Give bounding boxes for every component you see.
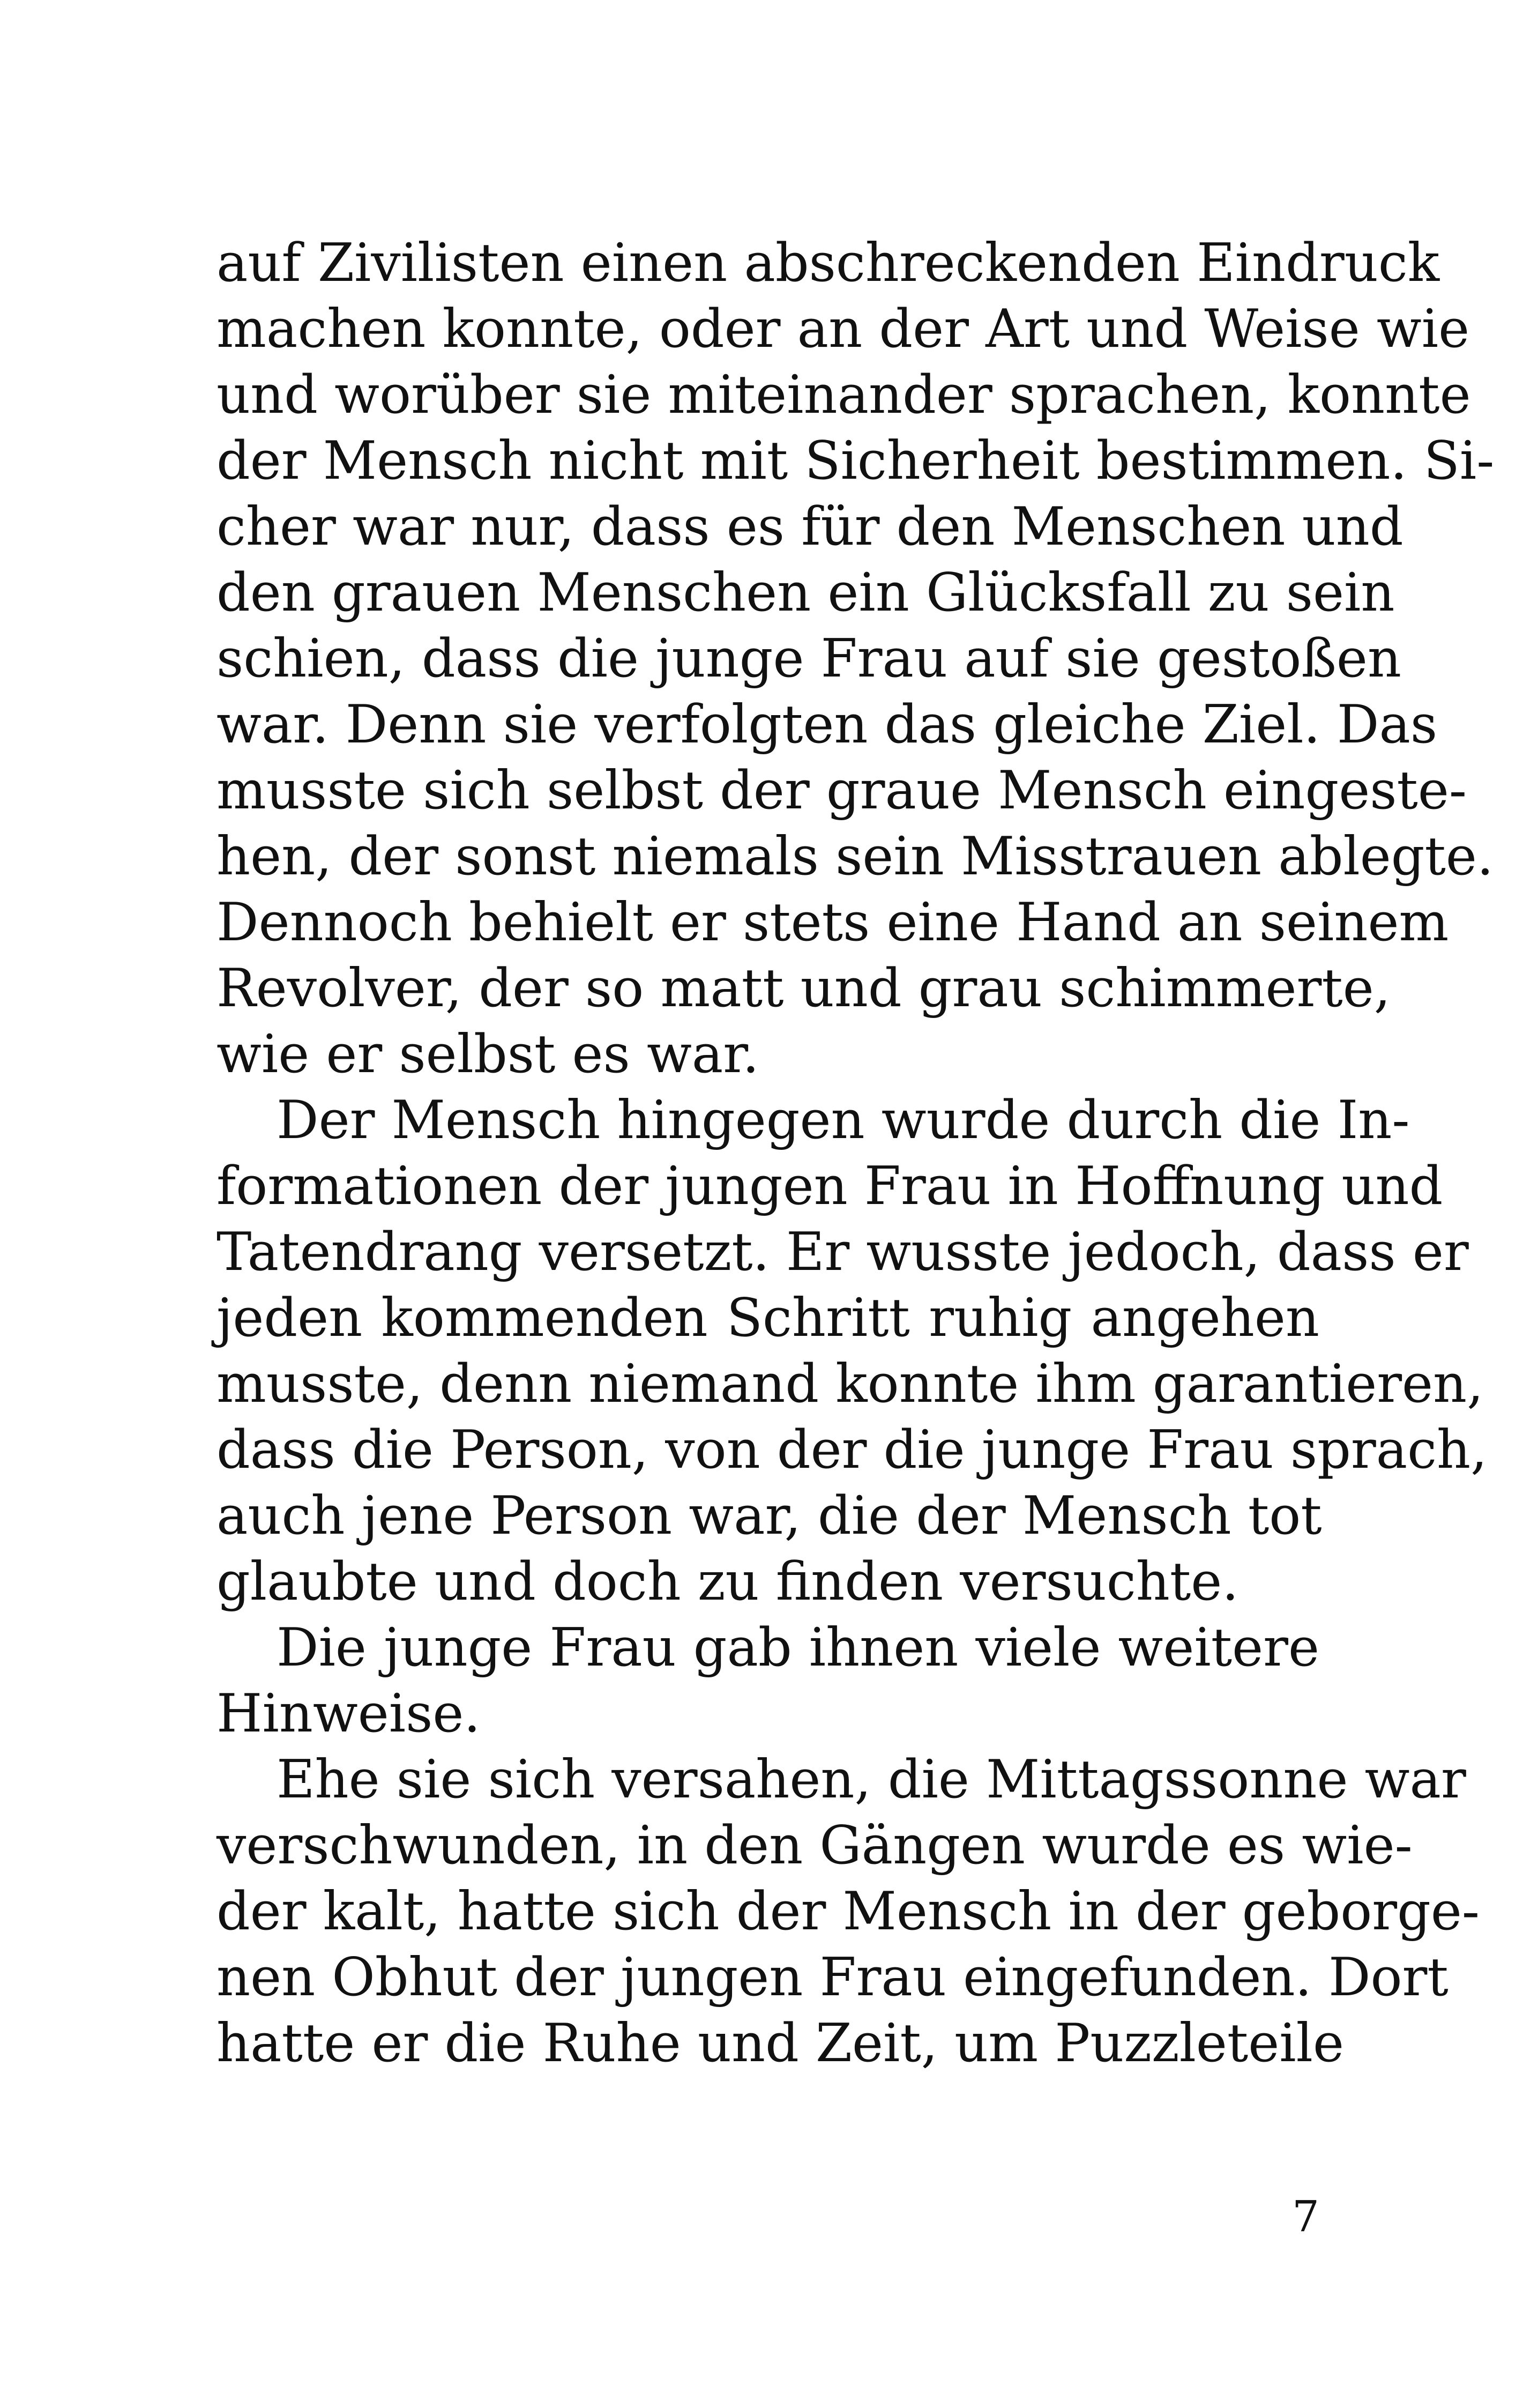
text-line: nen Obhut der jungen Frau eingefunden. Dort bbox=[216, 1947, 1449, 2008]
paragraph-start-line: Die junge Frau gab ihnen viele weitere bbox=[277, 1617, 1319, 1678]
text-line: jeden kommenden Schritt ruhig angehen bbox=[216, 1288, 1319, 1349]
text-line: Tatendrang versetzt. Er wusste jedoch, dass er bbox=[216, 1222, 1469, 1283]
text-line: und worüber sie miteinander sprachen, konnte bbox=[216, 365, 1471, 426]
text-line: formationen der jungen Frau in Hoffnung und bbox=[216, 1156, 1443, 1217]
text-line: hatte er die Ruhe und Zeit, um Puzzleteile bbox=[216, 2013, 1344, 2074]
paragraph-end-line: Hinweise. bbox=[216, 1683, 481, 1744]
text-line: Dennoch behielt er stets eine Hand an seinem bbox=[216, 892, 1449, 953]
text-line: machen konnte, oder an der Art und Weise wie bbox=[216, 299, 1470, 360]
paragraph-end-line: glaubte und doch zu finden versuchte. bbox=[216, 1551, 1239, 1612]
text-line: den grauen Menschen ein Glücksfall zu sein bbox=[216, 562, 1395, 623]
body-text bbox=[216, 231, 1495, 2077]
text-line: war. Denn sie verfolgten das gleiche Ziel. Das bbox=[216, 694, 1438, 755]
text-line: Revolver, der so matt und grau schimmerte, bbox=[216, 958, 1391, 1019]
text-line: der Mensch nicht mit Sicherheit bestimmen. Si- bbox=[216, 430, 1495, 492]
text-line: cher war nur, dass es für den Menschen und bbox=[216, 496, 1403, 558]
text-line: musste sich selbst der graue Mensch eingeste- bbox=[216, 760, 1467, 821]
paragraph-end-line: wie er selbst es war. bbox=[216, 1024, 759, 1085]
text-line: hen, der sonst niemals sein Misstrauen ablegte. bbox=[216, 826, 1494, 887]
text-line: auf Zivilisten einen abschreckenden Eindruck bbox=[216, 233, 1440, 294]
text-line: schien, dass die junge Frau auf sie gestoßen bbox=[216, 628, 1401, 689]
page-number: 7 bbox=[1292, 2191, 1319, 2241]
text-line: verschwunden, in den Gängen wurde es wie- bbox=[216, 1815, 1413, 1876]
text-line: dass die Person, von der die junge Frau sprach, bbox=[216, 1419, 1488, 1481]
paragraph-start-line: Ehe sie sich versahen, die Mittagssonne war bbox=[277, 1749, 1466, 1810]
text-line: auch jene Person war, die der Mensch tot bbox=[216, 1485, 1322, 1547]
paragraph-start-line: Der Mensch hingegen wurde durch die In- bbox=[277, 1090, 1410, 1151]
text-line: musste, denn niemand konnte ihm garantieren, bbox=[216, 1354, 1484, 1415]
text-line: der kalt, hatte sich der Mensch in der geborge- bbox=[216, 1881, 1480, 1942]
